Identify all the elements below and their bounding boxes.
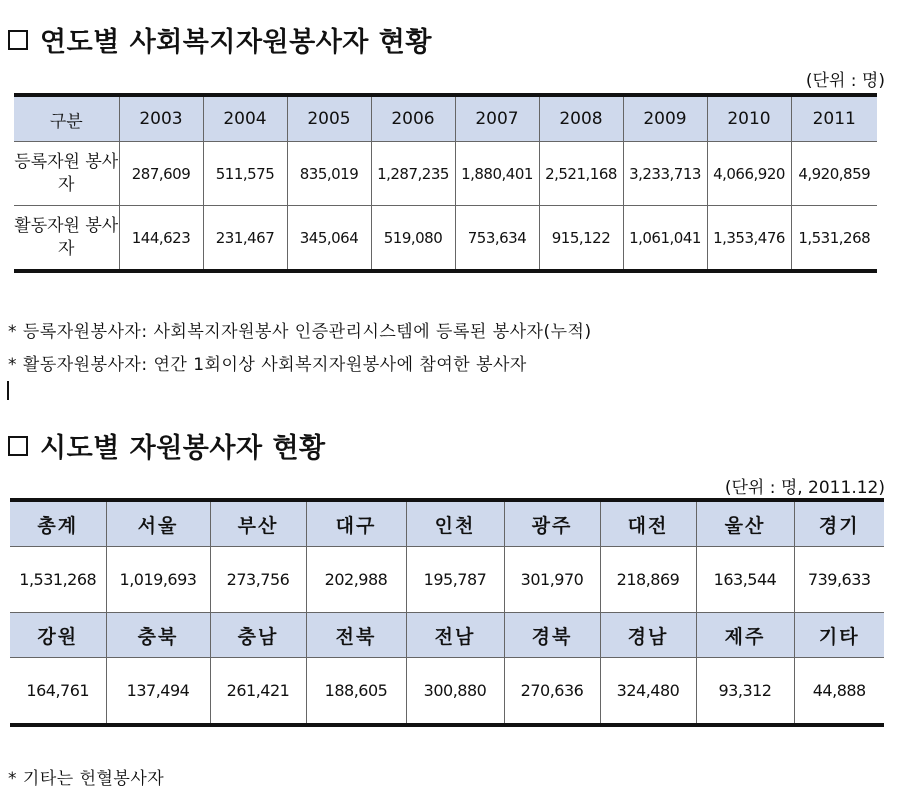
header-cell: 2009 (623, 95, 707, 142)
header-cell: 구분 (14, 95, 119, 142)
table-cell: 324,480 (600, 658, 696, 726)
table-cell: 753,634 (455, 206, 539, 272)
table-header-row (10, 500, 884, 547)
header-cell: 울산 (696, 500, 794, 547)
table-cell: 188,605 (306, 658, 406, 726)
footnote-registered: * 등록자원봉사자: 사회복지자원봉사 인증관리시스템에 등록된 봉사자(누적) (8, 322, 592, 342)
section2-unit: (단위 : 명, 2011.12) (724, 478, 885, 498)
table-header-row (10, 613, 884, 658)
header-cell: 광주 (504, 500, 600, 547)
table-cell: 1,353,476 (707, 206, 791, 272)
header-cell: 2006 (371, 95, 455, 142)
table-cell: 137,494 (106, 658, 210, 726)
table-cell: 301,970 (504, 547, 600, 613)
header-cell: 경기 (794, 500, 884, 547)
table-cell: 511,575 (203, 142, 287, 206)
header-cell: 2003 (119, 95, 203, 142)
table-row (10, 658, 884, 726)
table-cell: 231,467 (203, 206, 287, 272)
table-cell: 287,609 (119, 142, 203, 206)
table-cell: 163,544 (696, 547, 794, 613)
header-cell: 서울 (106, 500, 210, 547)
header-cell: 전남 (406, 613, 504, 658)
table-row (14, 206, 877, 272)
table-cell: 93,312 (696, 658, 794, 726)
header-cell: 전북 (306, 613, 406, 658)
header-cell: 충북 (106, 613, 210, 658)
header-cell: 2010 (707, 95, 791, 142)
table-cell: 739,633 (794, 547, 884, 613)
table-row (14, 142, 877, 206)
table-cell: 1,531,268 (10, 547, 106, 613)
table-header-row (14, 95, 877, 142)
table-cell: 44,888 (794, 658, 884, 726)
section1-title-text: 연도별 사회복지자원봉사자 현황 (40, 27, 432, 58)
header-cell: 기타 (794, 613, 884, 658)
square-bullet-icon (8, 436, 28, 456)
table-cell: 144,623 (119, 206, 203, 272)
table-cell: 3,233,713 (623, 142, 707, 206)
regional-volunteer-table (10, 498, 884, 727)
table-cell: 300,880 (406, 658, 504, 726)
text-cursor (7, 381, 9, 400)
table-cell: 261,421 (210, 658, 306, 726)
header-cell: 경남 (600, 613, 696, 658)
header-cell: 인천 (406, 500, 504, 547)
yearly-volunteer-table (14, 93, 877, 273)
table-cell: 915,122 (539, 206, 623, 272)
table-cell: 1,061,041 (623, 206, 707, 272)
table-cell: 519,080 (371, 206, 455, 272)
table-cell: 164,761 (26, 681, 90, 700)
square-bullet-icon (8, 30, 28, 50)
table-cell: 218,869 (600, 547, 696, 613)
table-cell: 4,066,920 (707, 142, 791, 206)
table-cell: 1,531,268 (791, 206, 877, 272)
table-cell: 4,920,859 (791, 142, 877, 206)
table-row (10, 547, 884, 613)
footnote-active: * 활동자원봉사자: 연간 1회이상 사회복지자원봉사에 참여한 봉사자 (8, 355, 527, 375)
header-cell: 2005 (287, 95, 371, 142)
header-cell: 강원 (10, 613, 106, 658)
row-label: 등록자원 봉사자 (14, 142, 119, 206)
table-cell: 195,787 (406, 547, 504, 613)
section1-unit: (단위 : 명) (805, 71, 885, 91)
header-cell: 제주 (696, 613, 794, 658)
header-cell: 대전 (600, 500, 696, 547)
header-cell: 충남 (210, 613, 306, 658)
table-cell: 1,019,693 (106, 547, 210, 613)
header-cell: 대구 (306, 500, 406, 547)
footnote-other: * 기타는 헌혈봉사자 (8, 769, 165, 789)
header-cell: 경북 (504, 613, 600, 658)
header-cell: 2008 (539, 95, 623, 142)
table-cell: 2,521,168 (539, 142, 623, 206)
header-cell: 2004 (203, 95, 287, 142)
table-cell: 1,287,235 (371, 142, 455, 206)
table-cell: 270,636 (504, 658, 600, 726)
table-cell: 345,064 (287, 206, 371, 272)
header-cell: 총계 (10, 500, 106, 547)
header-cell: 2011 (791, 95, 877, 142)
table-cell: 1,880,401 (455, 142, 539, 206)
header-cell: 2007 (455, 95, 539, 142)
table-cell: 202,988 (306, 547, 406, 613)
table-cell: 835,019 (287, 142, 371, 206)
row-label: 활동자원 봉사자 (14, 215, 119, 259)
section1-title (8, 20, 432, 59)
table-cell: 273,756 (210, 547, 306, 613)
header-cell: 부산 (210, 500, 306, 547)
section2-title-text: 시도별 자원봉사자 현황 (40, 433, 326, 464)
section2-title (8, 426, 326, 465)
